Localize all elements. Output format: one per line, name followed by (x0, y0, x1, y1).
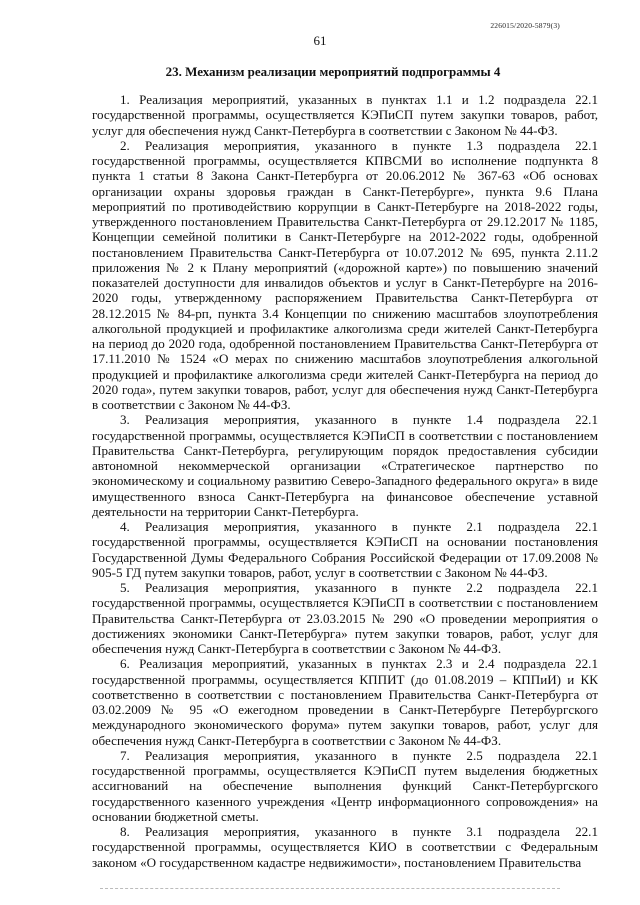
document-registration-number: 226015/2020-5879(3) (490, 21, 560, 30)
paragraph-4: 4. Реализация мероприятия, указанного в пункте 2.1 подраздела 22.1 государственной программы, осуществляется КЭПиСП на основании постановления Государственной Думы Федерального Собрания Российской Федерации от 17.09.2008 № 905-5 ГД путем закупки товаров, работ, услуг в соответствии с Законом № 44-ФЗ. (92, 519, 598, 580)
page-number: 61 (313, 33, 327, 48)
document-body (92, 92, 598, 870)
paragraph-6: 6. Реализация мероприятий, указанных в пунктах 2.3 и 2.4 подраздела 22.1 государственной программы, осуществляется КППИТ (до 01.08.2019 – КППиИ) и КК соответственно в соответствии с постановлением Правительства Санкт-Петербурга от 03.02.2009 № 95 «О ежегодном проведении в Санкт-Петербурге Петербургского международного экономического форума» путем закупки товаров, работ, услуг для обеспечения нужд Санкт-Петербурга в соответствии с Законом № 44-ФЗ. (92, 656, 598, 748)
paragraph-3: 3. Реализация мероприятия, указанного в пункте 1.4 подраздела 22.1 государственной программы, осуществляется КЭПиСП в соответствии с постановлением Правительства Санкт-Петербурга, регулирующим порядок предоставления субсидии автономной некоммерческой организации «Стратегическое партнерство по экономическому и социальному развитию Северо-Западного федерального округа» в виде имущественного взноса Санкт-Петербурга на финансовое обеспечение уставной деятельности на территории Санкт-Петербурга. (92, 412, 598, 519)
paragraph-8: 8. Реализация мероприятия, указанного в пункте 3.1 подраздела 22.1 государственной программы, осуществляется КИО в соответствии с Федеральным законом «О государственном кадастре недвижимости», постановлением Правительства (92, 824, 598, 870)
paragraph-7: 7. Реализация мероприятия, указанного в пункте 2.5 подраздела 22.1 государственной программы, осуществляется КЭПиСП путем выделения бюджетных ассигнований на обеспечение выполнения функций Санкт-Петербургского государственного казенного учреждения «Центр информационного сопровождения» на основании бюджетной сметы. (92, 747, 598, 824)
paragraph-1: 1. Реализация мероприятий, указанных в пунктах 1.1 и 1.2 подраздела 22.1 государственной программы, осуществляется КЭПиСП путем закупки товаров, работ, услуг для обеспечения нужд Санкт-Петербурга в соответствии с Законом № 44-ФЗ. (92, 92, 598, 138)
paragraph-2: 2. Реализация мероприятия, указанного в пункте 1.3 подраздела 22.1 государственной программы, осуществляется КПВСМИ во исполнение подпункта 8 пункта 1 статьи 8 Закона Санкт-Петербурга от 20.06.2012 № 367-63 «Об основах организации охраны здоровья граждан в Санкт-Петербурге», пункта 9.6 Плана мероприятий по противодействию коррупции в Санкт-Петербурге на 2018-2022 годы, утвержденного постановлением Правительства Санкт-Петербурга от 29.12.2017 № 1185, Концепции семейной политики в Санкт-Петербурге на 2012-2022 годы, одобренной постановлением Правительства Санкт-Петербурга от 10.07.2012 № 695, пункта 2.11.2 приложения № 2 к Плану мероприятий («дорожной карте») по повышению значений показателей доступности для инвалидов объектов и услуг в Санкт-Петербурге на 2016-2020 годы, утвержденному распоряжением Правительства Санкт-Петербурга от 28.12.2015 № 84-рп, пункта 3.4 Концепции по снижению масштабов злоупотребления алкогольной продукцией и профилактике алкоголизма среди жителей Санкт-Петербурга на период до 2020 года, одобренной постановлением Правительства Санкт-Петербурга от 17.11.2010 № 1524 «О мерах по снижению масштабов злоупотребления алкогольной продукцией и профилактике алкоголизма среди жителей Санкт-Петербурга на период до 2020 года», путем закупки товаров, работ, услуг для обеспечения нужд Санкт-Петербурга в соответствии с Законом № 44-ФЗ. (92, 137, 598, 412)
section-title: 23. Механизм реализации мероприятий подпрограммы 4 (165, 64, 501, 79)
scan-bottom-edge-divider (100, 888, 560, 889)
paragraph-5: 5. Реализация мероприятия, указанного в пункте 2.2 подраздела 22.1 государственной программы, осуществляется КЭПиСП в соответствии с постановлением Правительства Санкт-Петербурга от 23.03.2015 № 290 «О проведении мероприятия о достижениях экономики Санкт-Петербурга» путем закупки товаров, работ, услуг для обеспечения нужд Санкт-Петербурга в соответствии с Законом № 44-ФЗ. (92, 580, 598, 656)
